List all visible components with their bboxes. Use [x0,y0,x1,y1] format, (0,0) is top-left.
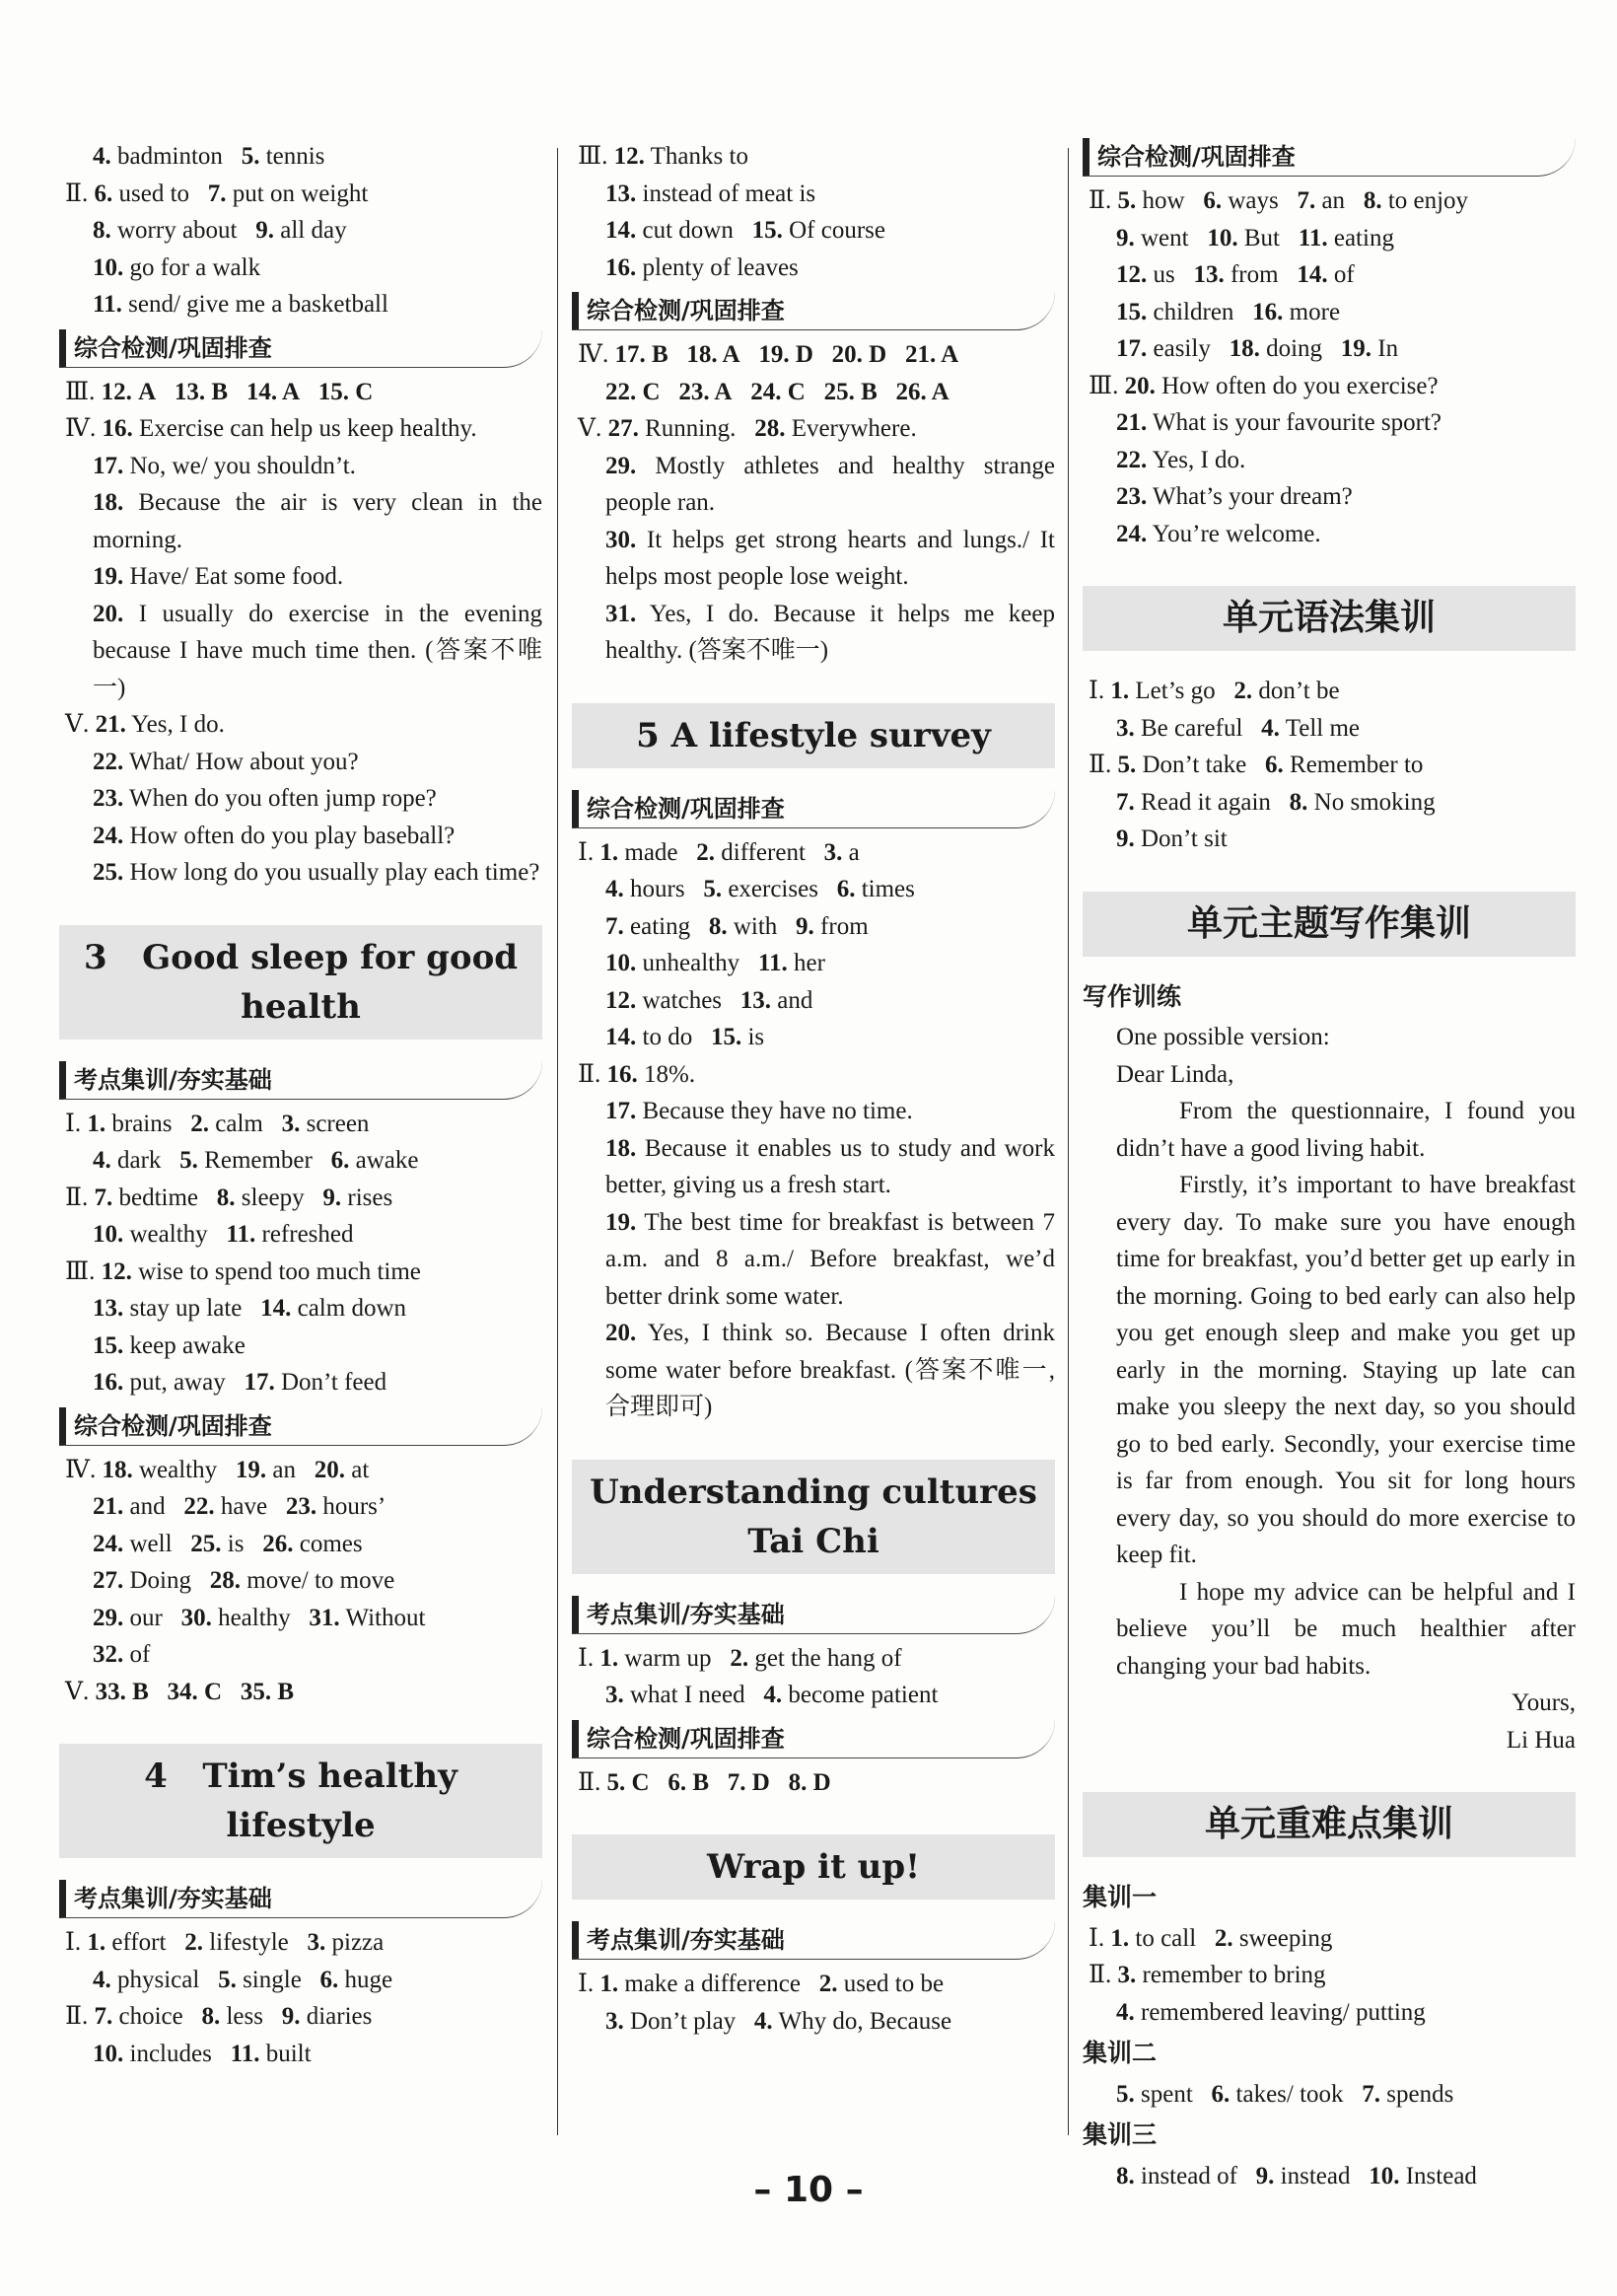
answer-line: Ⅱ. 7. bedtime 8. sleepy 9. rises [65,1184,393,1211]
section-header: 综合检测/巩固排查 [572,292,1055,330]
answer-line: Ⅴ. 27. Running. 28. Everywhere. [578,415,917,442]
essay-paragraph-1: From the questionnaire, I found you didn’t have a good living habit. [1116,1098,1576,1162]
answer-line: Ⅴ. 33. B 34. C 35. B [65,1678,294,1705]
answer-line: Ⅰ. 1. make a difference 2. used to be [578,1971,945,1997]
answer-line: 3. Don’t play 4. Why do, Because [605,2007,952,2035]
answer-line: 21. and 22. have 23. hours’ [93,1493,387,1520]
section-header: 综合检测/巩固排查 [572,790,1055,828]
unit-title-3: 3 Good sleep for good health [59,925,542,1040]
column-2 [572,138,1055,2040]
answer-line: Ⅴ. 21. Yes, I do. [65,711,225,738]
answer-line: Ⅰ. 1. Let’s go 2. don’t be [1089,678,1340,704]
section-header: 考点集训/夯实基础 [572,1921,1055,1960]
essay-paragraph-2: Firstly, it’s important to have breakfast every day. To make sure you have enough time for breakfast, you’d better get up early in the morning. Going to bed early can also help you get enough sleep and make you get up early in the morning. Staying up late can make you sleepy the next day, so you should go to bed early. Secondly, your exercise time is far from enough. You sit for long hours every day, so you should do more exercise to keep fit. [1116,1172,1576,1568]
answer-line: Ⅰ. 1. warm up 2. get the hang of [578,1644,902,1672]
c1b-para [59,484,542,706]
section-header: 综合检测/巩固排查 [572,1720,1055,1758]
answer-line: 5. spent 6. takes/ took 7. spends [1116,2080,1454,2108]
answer-line: 14. to do 15. is [605,1024,765,1050]
answer-line: 17. easily 18. doing 19. In [1116,335,1399,362]
jixun-2: 集训二 [1083,2039,1158,2067]
c1c [59,706,542,854]
c3d [1083,2076,1576,2114]
answer-line: Ⅰ. 1. effort 2. lifestyle 3. pizza [65,1929,385,1956]
column-1 [59,138,542,2072]
answer-line: 10. go for a walk [93,253,261,281]
answer-line: 24. well 25. is 26. comes [93,1530,363,1557]
answer-line: Ⅱ. 3. remember to bring [1089,1962,1326,1988]
section-header: 考点集训/夯实基础 [59,1061,542,1100]
c2c-para [572,1130,1055,1426]
answer-paragraph: 30. It helps get strong hearts and lungs./ It helps most people lose weight. [605,526,1055,590]
answer-line: 7. Read it again 8. No smoking [1116,788,1436,816]
answer-line: 23. What’s your dream? [1116,483,1353,510]
answer-line: 8. worry about 9. all day [93,217,347,244]
answer-line: Ⅱ. 6. used to 7. put on weight [65,179,369,207]
answer-line: 29. our 30. healthy 31. Without [93,1604,426,1631]
answer-line: Ⅲ. 12. A 13. B 14. A 15. C [65,378,374,405]
answer-line: 24. How often do you play baseball? [93,822,456,849]
column-divider-1 [557,148,558,2135]
answer-line: Ⅱ. 5. Don’t take 6. Remember to [1089,752,1424,778]
section-header: 考点集训/夯实基础 [572,1596,1055,1634]
unit-title-5: 5 A lifestyle survey [572,703,1055,768]
answer-line: Ⅳ. 17. B 18. A 19. D 20. D 21. A [578,341,959,368]
answer-line: 17. No, we/ you shouldn’t. [93,452,356,479]
grammar-title: 单元语法集训 [1083,586,1576,651]
answer-line: Ⅱ. 5. C 6. B 7. D 8. D [578,1768,831,1796]
answer-paragraph: 29. Mostly athletes and healthy strange people ran. [605,452,1055,516]
answer-line: 4. remembered leaving/ putting [1116,1998,1426,2026]
answer-line: 4. physical 5. single 6. huge [93,1966,393,1993]
answer-line: 10. unhealthy 11. her [605,950,825,976]
page-number: – 10 – [753,2170,864,2210]
answer-line: 4. dark 5. Remember 6. awake [93,1147,419,1174]
model-essay [1083,1019,1576,1758]
writing-title: 单元主题写作集训 [1083,892,1576,957]
answer-line: 9. Don’t sit [1116,825,1228,852]
answer-line: 16. put, away 17. Don’t feed [93,1369,387,1396]
c1c-para [59,854,542,892]
answer-line: 10. wealthy 11. refreshed [93,1221,354,1248]
answer-line: 22. What/ How about you? [93,748,359,775]
c1e [59,1452,542,1711]
answer-line: 23. When do you often jump rope? [93,785,437,812]
answer-line: Ⅰ. 1. made 2. different 3. a [578,838,860,866]
answer-line: 15. keep awake [93,1331,246,1359]
answer-line: 14. cut down 15. Of course [605,217,885,244]
answer-line: Ⅰ. 1. to call 2. sweeping [1089,1924,1333,1952]
c2d [572,1640,1055,1714]
answer-line: 17. Because they have no time. [605,1098,913,1124]
section-header: 综合检测/巩固排查 [1083,138,1576,177]
c2b-para [572,448,1055,670]
c2a [572,138,1055,286]
section-header: 考点集训/夯实基础 [59,1880,542,1918]
answer-line: 16. plenty of leaves [605,253,799,281]
answer-line: 11. send/ give me a basketball [93,291,388,318]
answer-line: 13. stay up late 14. calm down [93,1295,406,1322]
essay-paragraph-3: I hope my advice can be helpful and I believe you’ll be much healthier after changing your bad habits. [1116,1578,1576,1680]
answer-line: 4. badminton 5. tennis [93,143,325,170]
answer-paragraph: 19. The best time for breakfast is between 7 a.m. and 8 a.m./ Before breakfast, we’d better drink some water. [605,1208,1055,1310]
c2c [572,834,1055,1130]
answer-line: Ⅱ. 7. choice 8. less 9. diaries [65,2003,373,2030]
answer-line: 24. You’re welcome. [1116,520,1321,547]
section-header: 综合检测/巩固排查 [59,329,542,368]
answer-line: Ⅳ. 16. Exercise can help us keep healthy. [65,415,477,442]
answer-line: 27. Doing 28. move/ to move [93,1567,395,1594]
answer-line: 22. Yes, I do. [1116,446,1246,473]
answer-paragraph: 18. Because the air is very clean in the morning. [93,489,542,553]
c2e [572,1764,1055,1802]
jixun-3: 集训三 [1083,2120,1158,2149]
answer-line: 4. hours 5. exercises 6. times [605,876,915,902]
c2b [572,336,1055,448]
answer-line: 21. What is your favourite sport? [1116,409,1442,436]
difficult-title: 单元重难点集训 [1083,1792,1576,1857]
answer-paragraph: 20. I usually do exercise in the evening because I have much time then. (答案不唯一) [93,600,542,701]
answer-paragraph: 19. Have/ Eat some food. [93,563,344,590]
c2f [572,1966,1055,2040]
essay-greeting: Dear Linda, [1116,1060,1234,1088]
c3b [1083,673,1576,858]
answer-paragraph: 20. Yes, I think so. Because I often drink some water before breakfast. (答案不唯一,合理即可) [605,1320,1055,1420]
answer-line: Ⅲ. 12. wise to spend too much time [65,1257,421,1285]
answer-line: 12. us 13. from 14. of [1116,261,1355,288]
c1d [59,1106,542,1401]
jixun-1: 集训一 [1083,1883,1158,1911]
answer-line: Ⅱ. 5. how 6. ways 7. an 8. to enjoy [1089,187,1469,214]
answer-line: 7. eating 8. with 9. from [605,912,869,940]
answer-line: 9. went 10. But 11. eating [1116,224,1394,251]
column-3 [1083,138,1576,2194]
answer-line: 32. of [93,1641,151,1668]
c3c [1083,1920,1576,2032]
unit-title-culture: Understanding cultures Tai Chi [572,1460,1055,1574]
essay-intro: One possible version: [1116,1024,1330,1050]
answer-line: Ⅱ. 16. 18%. [578,1060,696,1088]
c1b [59,374,542,485]
column-divider-2 [1068,148,1069,2135]
answer-line: 8. instead of 9. instead 10. Instead [1116,2162,1477,2189]
answer-line: Ⅰ. 1. brains 2. calm 3. screen [65,1110,370,1137]
answer-line: Ⅲ. 20. How often do you exercise? [1089,372,1439,399]
answer-line: 15. children 16. more [1116,298,1341,325]
answer-line: 3. what I need 4. become patient [605,1682,939,1708]
c3a [1083,182,1576,552]
c1f [59,1924,542,2072]
answer-paragraph: 31. Yes, I do. Because it helps me keep healthy. (答案不唯一) [605,600,1055,664]
section-header: 综合检测/巩固排查 [59,1407,542,1446]
unit-title-wrap: Wrap it up! [572,1834,1055,1900]
answer-line: 13. instead of meat is [605,179,816,207]
c1a [59,138,542,323]
answer-line: 3. Be careful 4. Tell me [1116,714,1361,742]
answer-line: Ⅲ. 12. Thanks to [578,143,748,170]
essay-closing: Yours, [1512,1689,1576,1716]
answer-paragraph: 25. How long do you usually play each time? [93,859,540,886]
answer-line: 10. includes 11. built [93,2040,312,2067]
essay-signature: Li Hua [1506,1726,1576,1754]
answer-line: 12. watches 13. and [605,986,813,1014]
answer-line: Ⅳ. 18. wealthy 19. an 20. at [65,1456,370,1483]
unit-title-4: 4 Tim’s healthy lifestyle [59,1744,542,1858]
writing-subtitle: 写作训练 [1083,981,1182,1011]
answer-line: 22. C 23. A 24. C 25. B 26. A [605,378,949,405]
answer-paragraph: 18. Because it enables us to study and work better, giving us a fresh start. [605,1134,1055,1198]
